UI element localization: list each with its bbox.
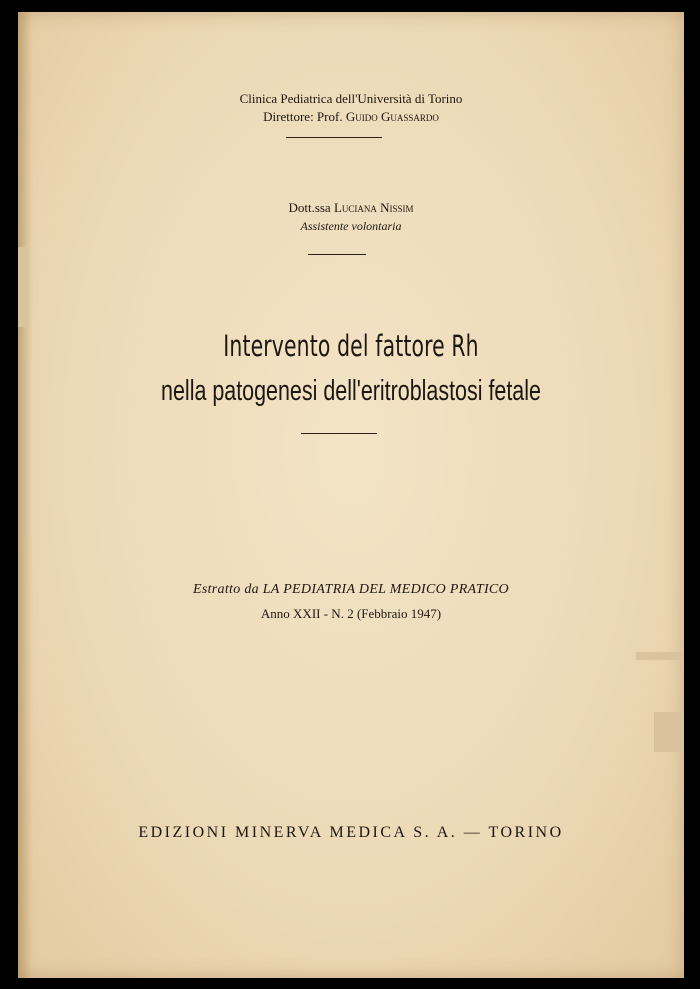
divider-rule-3 [301,433,377,434]
director-prefix: Direttore: Prof. [263,109,346,124]
director-name: Guido Guassardo [345,109,439,124]
divider-rule-2 [308,254,366,255]
institution-line: Clinica Pediatrica dell'Università di Torino [239,91,463,106]
director-line [18,109,684,125]
author-role: Assistente volontaria [300,219,402,233]
author-name: Luciana Nissim [333,200,414,215]
publisher-line: EDIZIONI MINERVA MEDICA S. A. — TORINO [138,824,564,841]
divider-rule-1 [286,137,382,138]
torn-corner-right [654,712,684,752]
issue-line: Anno XXII - N. 2 (Febbraio 1947) [260,606,442,621]
author-line [18,200,684,216]
title-line-2: nella patogenesi dell'eritroblastosi fetale [161,375,541,407]
extract-line: Estratto da LA PEDIATRIA DEL MEDICO PRATICO [193,582,509,597]
document-page [18,12,684,978]
author-prefix: Dott.ssa [288,200,334,215]
torn-edge-right [636,652,684,660]
torn-edge-left [18,247,28,327]
title-line-1: Intervento del fattore Rh [223,329,479,363]
